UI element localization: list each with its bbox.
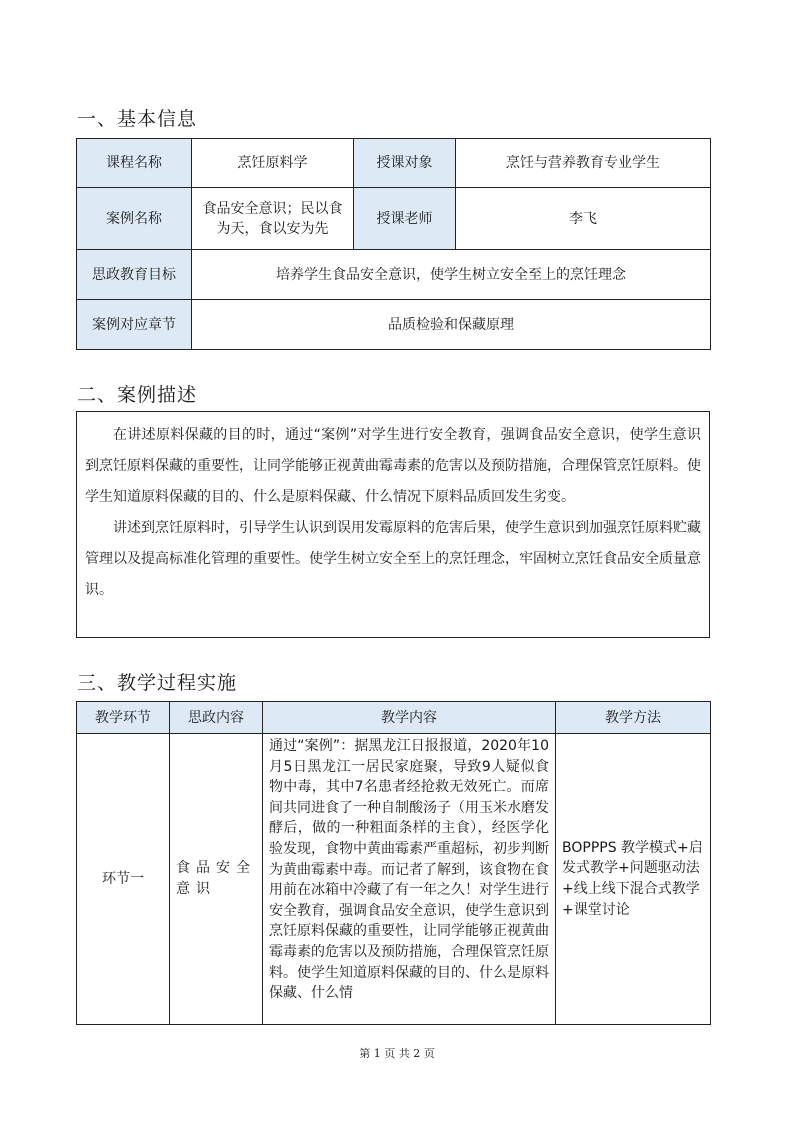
page-footer: 第 1 页 共 2 页 bbox=[359, 1047, 435, 1060]
table-header-row bbox=[77, 702, 711, 734]
header-teaching-content: 教学内容 bbox=[263, 702, 556, 734]
header-civic-content: 思政内容 bbox=[170, 702, 263, 734]
case-name-label: 案例名称 bbox=[77, 188, 192, 250]
table-row bbox=[77, 250, 711, 300]
table-row bbox=[77, 300, 711, 350]
section-title-case-description: 二、案例描述 bbox=[77, 384, 198, 406]
case-description-box bbox=[76, 411, 710, 638]
teaching-process-table bbox=[76, 701, 711, 1025]
course-name-label: 课程名称 bbox=[77, 139, 192, 188]
education-goal-value: 培养学生食品安全意识，使学生树立安全至上的烹饪理念 bbox=[192, 250, 711, 300]
table-row bbox=[77, 734, 711, 1025]
target-audience-label: 授课对象 bbox=[354, 139, 456, 188]
case-paragraph-2: 讲述到烹饪原料时，引导学生认识到误用发霉原料的危害后果，使学生意识到加强烹饪原料贮藏管理以及提高标准化管理的重要性。使学生树立安全至上的烹饪理念，牢固树立烹饪食品安全质量意识。 bbox=[85, 520, 701, 598]
table-row bbox=[77, 139, 711, 188]
chapter-value: 品质检验和保藏原理 bbox=[192, 300, 711, 350]
basic-info-table bbox=[76, 138, 711, 350]
case-name-value: 食品安全意识；民以食为天，食以安为先 bbox=[192, 188, 354, 250]
header-stage: 教学环节 bbox=[77, 702, 170, 734]
teacher-value: 李飞 bbox=[456, 188, 711, 250]
teaching-content-cell: 通过“案例”：据黑龙江日报报道，2020年10月5日黑龙江一居民家庭聚，导致9人疑似食物中毒，其中7名患者经抢救无效死亡。而席间共同进食了一种自制酸汤子（用玉米水磨发酵后，做的一种粗面条样的主食），经医学化验发现，食物中黄曲霉素严重超标，初步判断为黄曲霉素中毒。而记者了解到，该食物在食用前在冰箱中冷藏了有一年之久！对学生进行安全教育，强调食品安全意识，使学生意识到烹饪原料保藏的重要性，让同学能够正视黄曲霉毒素的危害以及预防措施，合理保管烹饪原料。使学生知道原料保藏的目的、什么是原料保藏、什么情 bbox=[263, 734, 556, 1025]
header-teaching-method: 教学方法 bbox=[556, 702, 711, 734]
civic-content-cell: 食品安全意识 bbox=[170, 734, 263, 1025]
stage-cell: 环节一 bbox=[77, 734, 170, 1025]
target-audience-value: 烹饪与营养教育专业学生 bbox=[456, 139, 711, 188]
teacher-label: 授课老师 bbox=[354, 188, 456, 250]
section-title-basic-info: 一、基本信息 bbox=[77, 108, 198, 130]
table-row bbox=[77, 188, 711, 250]
course-name-value: 烹饪原料学 bbox=[192, 139, 354, 188]
case-paragraph-1: 在讲述原料保藏的目的时，通过“案例”对学生进行安全教育，强调食品安全意识，使学生意识到烹饪原料保藏的重要性，让同学能够正视黄曲霉毒素的危害以及预防措施，合理保管烹饪原料。使学生知道原料保藏的目的、什么是原料保藏、什么情况下原料品质回发生劣变。 bbox=[85, 427, 701, 505]
teaching-method-cell: BOPPPS 教学模式+启发式教学+问题驱动法+线上线下混合式教学+课堂讨论 bbox=[556, 734, 711, 1025]
chapter-label: 案例对应章节 bbox=[77, 300, 192, 350]
section-title-teaching-process: 三、教学过程实施 bbox=[77, 672, 238, 694]
education-goal-label: 思政教育目标 bbox=[77, 250, 192, 300]
